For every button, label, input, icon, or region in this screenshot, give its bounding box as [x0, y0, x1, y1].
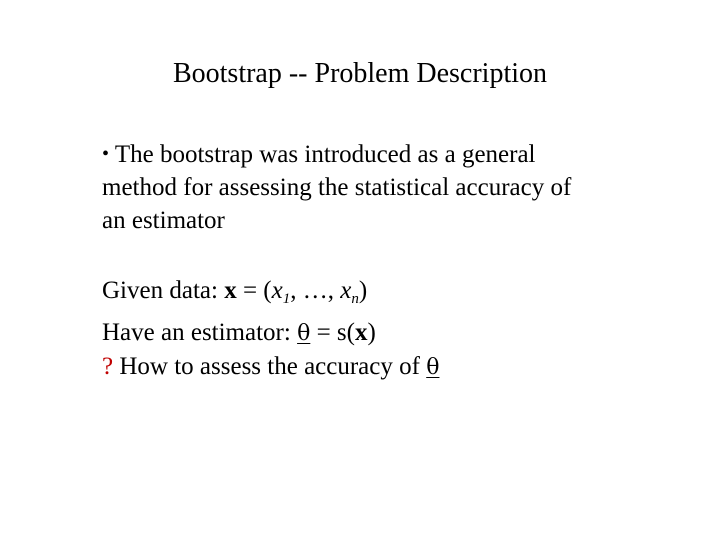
bullet-text-1: The bootstrap was introduced as a general — [114, 141, 536, 168]
estimator-equals: = s( — [310, 319, 355, 346]
question-mark-icon: ? — [102, 353, 114, 380]
theta-hat-symbol: θ — [297, 321, 311, 346]
equals-open: = ( — [236, 277, 272, 304]
slide-title: Bootstrap -- Problem Description — [172, 58, 548, 89]
definitions-block — [102, 274, 682, 384]
question-line — [102, 350, 682, 384]
estimator-line — [102, 316, 682, 350]
x-vector-symbol: x — [224, 277, 237, 304]
xn-symbol: x — [340, 277, 352, 304]
given-prefix: Given data: — [102, 277, 225, 304]
estimator-prefix: Have an estimator: — [102, 319, 298, 346]
estimator-close: ) — [367, 319, 376, 346]
x1-symbol: x — [271, 277, 283, 304]
x-vector-symbol-2: x — [354, 319, 368, 346]
comma-dots: , …, — [290, 277, 341, 304]
bullet-line-1 — [102, 138, 662, 171]
bullet-marker: • — [102, 143, 110, 165]
bullet-paragraph — [102, 138, 662, 237]
close-paren: ) — [358, 277, 368, 304]
x1-subscript: 1 — [282, 291, 291, 307]
xn-subscript: n — [351, 291, 359, 307]
theta-hat-symbol-2: θ — [426, 355, 440, 380]
given-data-line — [102, 274, 682, 316]
question-text: How to assess the accuracy of — [113, 353, 427, 380]
bullet-line-2: method for assessing the statistical accuracy of — [102, 174, 572, 201]
bullet-line-3: an estimator — [102, 207, 225, 234]
